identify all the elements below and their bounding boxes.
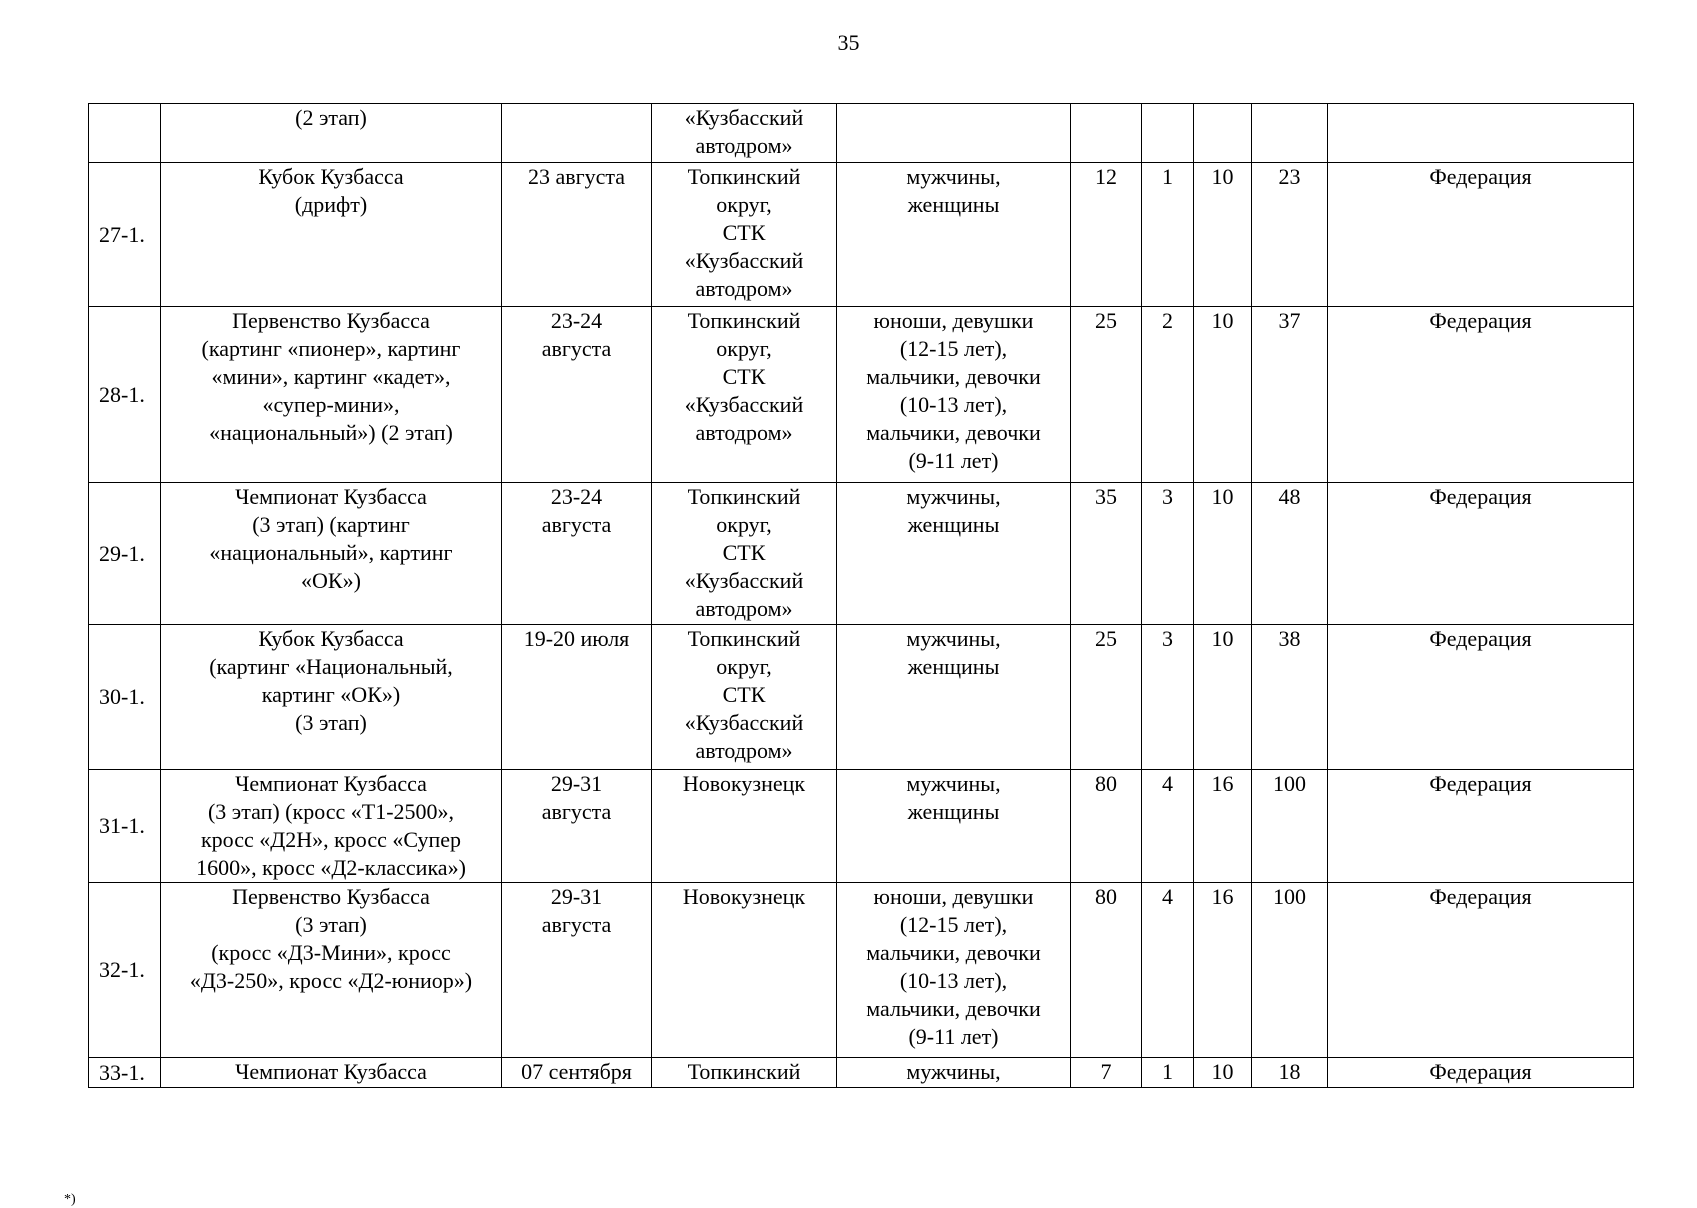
cell-c3: 10 <box>1194 1058 1252 1088</box>
cell-num: 32-1. <box>89 883 161 1058</box>
cell-c4 <box>1252 104 1328 163</box>
cell-c1: 25 <box>1071 307 1142 483</box>
table-row <box>89 770 1634 883</box>
cell-c2: 3 <box>1142 625 1194 770</box>
cell-participants: мужчины, <box>837 1058 1071 1088</box>
cell-c1 <box>1071 104 1142 163</box>
cell-place: Новокузнецк <box>652 770 837 883</box>
page-number: 35 <box>837 30 860 55</box>
cell-org: Федерация <box>1328 770 1634 883</box>
footnote: *) <box>64 1192 76 1207</box>
cell-participants <box>837 104 1071 163</box>
cell-name: Кубок Кузбасса (дрифт) <box>161 163 502 307</box>
cell-c1: 7 <box>1071 1058 1142 1088</box>
cell-participants: мужчины, женщины <box>837 483 1071 625</box>
table-row <box>89 104 1634 163</box>
cell-place: «Кузбасский автодром» <box>652 104 837 163</box>
cell-c4: 100 <box>1252 770 1328 883</box>
cell-date <box>502 104 652 163</box>
table-row <box>89 625 1634 770</box>
table-row <box>89 883 1634 1058</box>
cell-c4: 100 <box>1252 883 1328 1058</box>
cell-org <box>1328 104 1634 163</box>
cell-c3: 10 <box>1194 625 1252 770</box>
cell-date: 29-31 августа <box>502 883 652 1058</box>
cell-name: Первенство Кузбасса (картинг «пионер», картинг «мини», картинг «кадет», «супер-мини», «национальный») (2 этап) <box>161 307 502 483</box>
cell-date: 23 августа <box>502 163 652 307</box>
cell-c1: 25 <box>1071 625 1142 770</box>
cell-org: Федерация <box>1328 883 1634 1058</box>
cell-c4: 48 <box>1252 483 1328 625</box>
cell-participants: юноши, девушки (12-15 лет), мальчики, девочки (10-13 лет), мальчики, девочки (9-11 лет) <box>837 883 1071 1058</box>
cell-org: Федерация <box>1328 1058 1634 1088</box>
cell-c4: 37 <box>1252 307 1328 483</box>
cell-c2: 3 <box>1142 483 1194 625</box>
cell-place: Новокузнецк <box>652 883 837 1058</box>
cell-num: 30-1. <box>89 625 161 770</box>
cell-c2 <box>1142 104 1194 163</box>
cell-c2: 1 <box>1142 1058 1194 1088</box>
cell-c3: 10 <box>1194 483 1252 625</box>
cell-c3: 10 <box>1194 163 1252 307</box>
cell-name: Кубок Кузбасса (картинг «Национальный, картинг «ОК») (3 этап) <box>161 625 502 770</box>
cell-org: Федерация <box>1328 483 1634 625</box>
cell-c4: 38 <box>1252 625 1328 770</box>
cell-c2: 4 <box>1142 770 1194 883</box>
cell-c2: 2 <box>1142 307 1194 483</box>
cell-name: Чемпионат Кузбасса (3 этап) (кросс «Т1-2500», кросс «Д2Н», кросс «Супер 1600», кросс «Д2-классика») <box>161 770 502 883</box>
cell-date: 19-20 июля <box>502 625 652 770</box>
cell-org: Федерация <box>1328 307 1634 483</box>
cell-num: 31-1. <box>89 770 161 883</box>
cell-num: 33-1. <box>89 1058 161 1088</box>
cell-place: Топкинский <box>652 1058 837 1088</box>
events-table <box>88 103 1634 1088</box>
cell-c3: 16 <box>1194 770 1252 883</box>
cell-c2: 1 <box>1142 163 1194 307</box>
cell-c1: 80 <box>1071 770 1142 883</box>
cell-c3 <box>1194 104 1252 163</box>
cell-place: Топкинский округ, СТК «Кузбасский автодром» <box>652 625 837 770</box>
cell-date: 23-24 августа <box>502 307 652 483</box>
cell-place: Топкинский округ, СТК «Кузбасский автодром» <box>652 483 837 625</box>
cell-date: 23-24 августа <box>502 483 652 625</box>
table-row <box>89 483 1634 625</box>
cell-date: 07 сентября <box>502 1058 652 1088</box>
cell-c3: 16 <box>1194 883 1252 1058</box>
cell-num <box>89 104 161 163</box>
table-row <box>89 163 1634 307</box>
cell-participants: мужчины, женщины <box>837 625 1071 770</box>
cell-participants: мужчины, женщины <box>837 770 1071 883</box>
cell-place: Топкинский округ, СТК «Кузбасский автодром» <box>652 163 837 307</box>
table-row <box>89 307 1634 483</box>
cell-org: Федерация <box>1328 625 1634 770</box>
cell-c1: 35 <box>1071 483 1142 625</box>
cell-c2: 4 <box>1142 883 1194 1058</box>
table-row <box>89 1058 1634 1088</box>
cell-place: Топкинский округ, СТК «Кузбасский автодром» <box>652 307 837 483</box>
cell-name: Первенство Кузбасса (3 этап) (кросс «Д3-Мини», кросс «Д3-250», кросс «Д2-юниор») <box>161 883 502 1058</box>
cell-num: 27-1. <box>89 163 161 307</box>
cell-date: 29-31 августа <box>502 770 652 883</box>
cell-num: 28-1. <box>89 307 161 483</box>
cell-name: Чемпионат Кузбасса (3 этап) (картинг «национальный», картинг «ОК») <box>161 483 502 625</box>
cell-participants: мужчины, женщины <box>837 163 1071 307</box>
cell-c1: 80 <box>1071 883 1142 1058</box>
cell-num: 29-1. <box>89 483 161 625</box>
cell-c4: 18 <box>1252 1058 1328 1088</box>
cell-c4: 23 <box>1252 163 1328 307</box>
cell-org: Федерация <box>1328 163 1634 307</box>
cell-participants: юноши, девушки (12-15 лет), мальчики, девочки (10-13 лет), мальчики, девочки (9-11 лет) <box>837 307 1071 483</box>
cell-c1: 12 <box>1071 163 1142 307</box>
cell-name: (2 этап) <box>161 104 502 163</box>
cell-name: Чемпионат Кузбасса <box>161 1058 502 1088</box>
cell-c3: 10 <box>1194 307 1252 483</box>
